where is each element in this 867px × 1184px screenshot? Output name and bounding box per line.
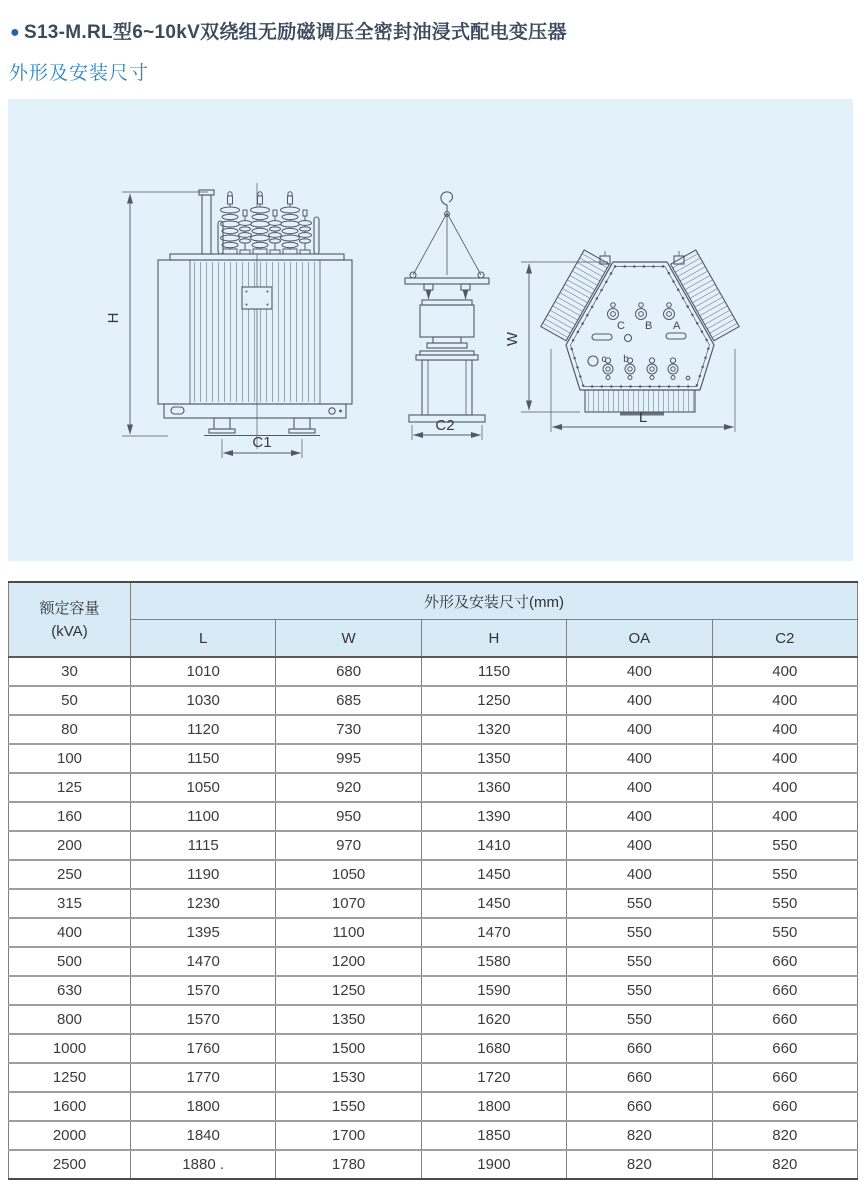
capacity-cell: 160 [9, 802, 131, 831]
dimension-cell: 1470 [131, 947, 276, 976]
capacity-cell: 125 [9, 773, 131, 802]
capacity-cell: 2000 [9, 1121, 131, 1150]
dimension-cell: 1450 [421, 860, 566, 889]
dimension-cell: 1800 [131, 1092, 276, 1121]
dimension-cell: 1150 [421, 657, 566, 686]
page-title-row [0, 0, 867, 44]
dimension-cell: 660 [712, 1034, 857, 1063]
drawing-panel [8, 99, 853, 561]
dimension-cell: 1200 [276, 947, 421, 976]
dimension-cell: 1050 [276, 860, 421, 889]
capacity-cell: 500 [9, 947, 131, 976]
dimension-cell: 1770 [131, 1063, 276, 1092]
dimension-cell: 1350 [421, 744, 566, 773]
dimension-cell: 995 [276, 744, 421, 773]
dimension-cell: 1800 [421, 1092, 566, 1121]
table-row [9, 1063, 858, 1092]
dimension-cell: 1590 [421, 976, 566, 1005]
dimension-cell: 660 [712, 1063, 857, 1092]
dim-label-c1: C1 [252, 434, 272, 451]
nameplate [242, 287, 272, 309]
dimension-cell: 1100 [276, 918, 421, 947]
hv-label-b: B [645, 320, 653, 332]
page-title: S13-M.RL型6~10kV双绕组无励磁调压全密封油浸式配电变压器 [23, 22, 567, 43]
dimension-cell: 1390 [421, 802, 566, 831]
top-view [504, 250, 739, 432]
capacity-cell: 1000 [9, 1034, 131, 1063]
dimension-cell: 400 [567, 802, 712, 831]
dim-label-h: H [105, 312, 122, 324]
dimension-cell: 1250 [421, 686, 566, 715]
capacity-cell: 100 [9, 744, 131, 773]
table-row [9, 889, 858, 918]
dimension-cell: 1450 [421, 889, 566, 918]
dimension-cell: 820 [567, 1121, 712, 1150]
base-skirt [164, 404, 346, 418]
dimension-cell: 1780 [276, 1150, 421, 1179]
dimension-cell: 400 [567, 657, 712, 686]
lifting-view [405, 192, 489, 440]
table-row [9, 976, 858, 1005]
dimension-cell: 950 [276, 802, 421, 831]
capacity-header-line1: 额定容量 [39, 599, 100, 617]
dimension-cell: 1360 [421, 773, 566, 802]
dimension-cell: 550 [567, 947, 712, 976]
table-header-row-columns [9, 620, 858, 658]
dimension-cell: 660 [712, 1005, 857, 1034]
dimension-cell: 660 [712, 976, 857, 1005]
dimension-cell: 1680 [421, 1034, 566, 1063]
capacity-cell: 2500 [9, 1150, 131, 1179]
dimension-cell: 660 [712, 1092, 857, 1121]
capacity-cell: 80 [9, 715, 131, 744]
dimension-cell: 1850 [421, 1121, 566, 1150]
dimension-cell: 550 [712, 918, 857, 947]
table-row [9, 1150, 858, 1179]
dimension-cell: 820 [712, 1150, 857, 1179]
dimension-cell: 400 [567, 715, 712, 744]
dimensions-table [8, 581, 858, 1180]
dimension-cell: 1760 [131, 1034, 276, 1063]
dimension-cell: 1580 [421, 947, 566, 976]
capacity-cell: 315 [9, 889, 131, 918]
capacity-cell: 1600 [9, 1092, 131, 1121]
dimension-cell: 550 [567, 918, 712, 947]
dimension-cell: 660 [567, 1063, 712, 1092]
table-row [9, 744, 858, 773]
foot [294, 418, 310, 429]
dimension-cell: 660 [567, 1034, 712, 1063]
oil-pipe [202, 195, 211, 254]
sling-lines [413, 213, 481, 275]
dimension-cell: 660 [712, 947, 857, 976]
technical-drawing [8, 99, 853, 561]
table-row [9, 1034, 858, 1063]
support-cylinder [422, 360, 472, 415]
capacity-header [9, 582, 131, 657]
spreader-bar [405, 278, 489, 284]
dimension-cell: 1115 [131, 831, 276, 860]
lifting-rod [314, 217, 319, 254]
dimension-cell: 730 [276, 715, 421, 744]
dimension-cell: 400 [567, 831, 712, 860]
table-row [9, 947, 858, 976]
dimension-cell: 400 [712, 715, 857, 744]
dimension-cell: 820 [712, 1121, 857, 1150]
capacity-cell: 1250 [9, 1063, 131, 1092]
dimension-cell: 1010 [131, 657, 276, 686]
dimension-cell: 1050 [131, 773, 276, 802]
dim-label-w: W [504, 331, 521, 347]
dimension-cell: 660 [567, 1092, 712, 1121]
dimension-cell: 1320 [421, 715, 566, 744]
capacity-cell: 250 [9, 860, 131, 889]
dimension-cell: 550 [567, 1005, 712, 1034]
dimension-cell: 1700 [276, 1121, 421, 1150]
foot [214, 418, 230, 429]
table-row [9, 831, 858, 860]
lv-bushing [239, 210, 252, 254]
col-header-w: W [276, 620, 421, 658]
dimension-cell: 1395 [131, 918, 276, 947]
lv-label-c: c [601, 354, 607, 365]
dimension-cell: 400 [567, 773, 712, 802]
lv-bushing [269, 210, 282, 254]
capacity-cell: 630 [9, 976, 131, 1005]
col-header-l: L [131, 620, 276, 658]
dimension-cell: 1550 [276, 1092, 421, 1121]
group-header: 外形及安装尺寸(mm) [131, 582, 858, 620]
dimension-cell: 1880 . [131, 1150, 276, 1179]
dimension-cell: 1570 [131, 976, 276, 1005]
dim-label-c2: C2 [435, 417, 455, 434]
dimension-cell: 550 [567, 976, 712, 1005]
front-view [105, 183, 352, 458]
table-row [9, 657, 858, 686]
dim-label-l: L [638, 409, 648, 426]
capacity-cell: 400 [9, 918, 131, 947]
table-header-row-group [9, 582, 858, 620]
dimension-cell: 1840 [131, 1121, 276, 1150]
table-row [9, 686, 858, 715]
table-row [9, 802, 858, 831]
table-row [9, 715, 858, 744]
dimension-cell: 1350 [276, 1005, 421, 1034]
dimension-cell: 680 [276, 657, 421, 686]
hv-bushing [251, 192, 270, 254]
dimension-cell: 400 [712, 657, 857, 686]
capacity-cell: 30 [9, 657, 131, 686]
col-header-c2: C2 [712, 620, 857, 658]
lv-bushing [299, 210, 312, 254]
dimension-cell: 970 [276, 831, 421, 860]
dimension-cell: 685 [276, 686, 421, 715]
dimension-cell: 400 [567, 686, 712, 715]
table-row [9, 1121, 858, 1150]
dimension-cell: 1100 [131, 802, 276, 831]
lv-label-b: b [623, 354, 629, 365]
dimension-cell: 1570 [131, 1005, 276, 1034]
tap-changer-body [420, 305, 474, 337]
dimension-cell: 400 [567, 744, 712, 773]
dimension-cell: 400 [712, 744, 857, 773]
dimension-cell: 1070 [276, 889, 421, 918]
hook-icon [441, 192, 453, 211]
dimension-cell: 400 [712, 773, 857, 802]
table-row [9, 1092, 858, 1121]
hv-bushing [281, 192, 300, 254]
table-row [9, 860, 858, 889]
dimension-cell: 400 [567, 860, 712, 889]
dimension-cell: 550 [712, 831, 857, 860]
dimension-cell: 1500 [276, 1034, 421, 1063]
table-body [9, 657, 858, 1179]
dimension-cell: 1470 [421, 918, 566, 947]
dimension-cell: 1620 [421, 1005, 566, 1034]
dimension-cell: 550 [712, 889, 857, 918]
table-row [9, 773, 858, 802]
dimension-cell: 1720 [421, 1063, 566, 1092]
dimension-cell: 820 [567, 1150, 712, 1179]
dimension-cell: 1410 [421, 831, 566, 860]
capacity-header-line2: (kVA) [51, 622, 88, 640]
handle [171, 407, 184, 414]
bullet-icon: ● [10, 24, 20, 41]
hv-label-c: C [617, 320, 625, 332]
capacity-cell: 200 [9, 831, 131, 860]
dimension-cell: 400 [712, 686, 857, 715]
dimension-cell: 400 [712, 802, 857, 831]
dimension-cell: 1900 [421, 1150, 566, 1179]
corrugated-fins [192, 262, 318, 402]
dimension-cell: 1030 [131, 686, 276, 715]
section-title: 外形及安装尺寸 [9, 63, 150, 84]
dimension-cell: 550 [712, 860, 857, 889]
dimension-cell: 1120 [131, 715, 276, 744]
dimension-cell: 1150 [131, 744, 276, 773]
table-row [9, 1005, 858, 1034]
col-header-h: H [421, 620, 566, 658]
capacity-cell: 800 [9, 1005, 131, 1034]
table-row [9, 918, 858, 947]
dimension-cell: 1530 [276, 1063, 421, 1092]
dimension-cell: 1230 [131, 889, 276, 918]
dimension-cell: 1250 [276, 976, 421, 1005]
drain-valve [329, 408, 335, 414]
dimension-cell: 550 [567, 889, 712, 918]
hv-label-a: A [673, 320, 681, 332]
col-header-oa: OA [567, 620, 712, 658]
capacity-cell: 50 [9, 686, 131, 715]
dimension-cell: 1190 [131, 860, 276, 889]
dimension-cell: 920 [276, 773, 421, 802]
